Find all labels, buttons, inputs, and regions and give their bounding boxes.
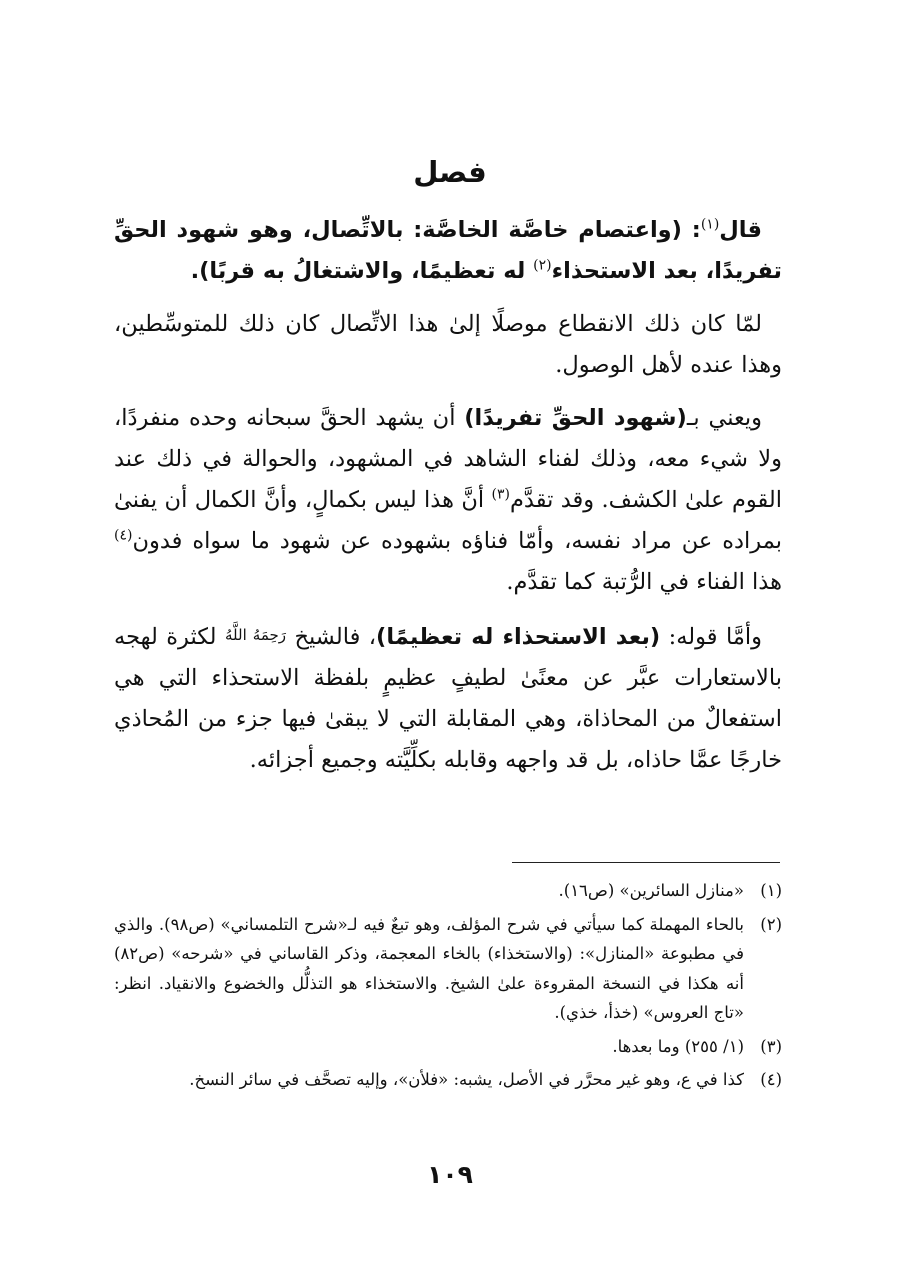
p3-pre: ويعني بـ — [686, 405, 762, 431]
page-number: ١٠٩ — [427, 1160, 473, 1189]
footnote — [114, 1065, 782, 1095]
p3-text-2: أنَّ هذا ليس بكمالٍ، وأنَّ الكمال أن يفنىٰ بمراده عن مراد نفسه، وأمّا فناؤه بشهوده عن شهود ما سواه فدون — [114, 487, 782, 554]
p3-bold-phrase: (شهود الحقِّ تفريدًا) — [464, 405, 687, 431]
footnote-number: (٤) — [760, 1070, 782, 1089]
footnote-ref-2[interactable]: (٢) — [533, 257, 552, 274]
main-text — [114, 210, 782, 793]
footnote-text: بالحاء المهملة كما سيأتي في شرح المؤلف، وهو تبعٌ فيه لـ«شرح التلمساني» (ص٩٨). والذي في مطبوعة «المنازل»: (والاستخذاء) بالخاء المعجمة، وذكر القاساني في «شرحه» (ص٨٢) أنه هكذا في النسخة المقروءة علىٰ الشيخ. والاستخذاء هو التذلُّل والخضوع والانقياد. انظر: «تاج العروس» (خذأ، خذي). — [114, 914, 744, 1022]
p3-text-3: هذا الفناء في الرُّتبة كما تقدَّم. — [506, 569, 782, 595]
p4-bold-phrase: (بعد الاستحذاء له تعظيمًا) — [376, 624, 661, 650]
footnote — [114, 1032, 782, 1062]
p4-pre: وأمَّا قوله: — [660, 624, 762, 650]
footnote-number: (٢) — [760, 914, 782, 934]
footnote — [114, 910, 782, 1028]
paragraph-4 — [114, 615, 782, 781]
footnote-ref-3[interactable]: (٣) — [491, 486, 510, 503]
footnote-text: «منازل السائرين» (ص١٦). — [558, 881, 744, 900]
footnote-separator — [512, 862, 780, 863]
honorific-glyph: رَحِمَهُ اللَّهُ — [224, 626, 287, 644]
footnote — [114, 876, 782, 906]
p3-text: أن يشهد الحقَّ سبحانه وحده منفردًا، ولا شيء معه، وذلك لفناء الشاهد في المشهود، والحوالة في ذلك عند القوم علىٰ الكشف. وقد تقدَّم — [114, 405, 782, 513]
paragraph-3 — [114, 398, 782, 603]
footnote-ref-4[interactable]: (٤) — [114, 527, 133, 544]
footnote-text: كذا في ع، وهو غير محرَّر في الأصل، يشبه: «فلأن»، وإليه تصحَّف في سائر النسخ. — [189, 1070, 744, 1089]
footnote-ref-1[interactable]: (١) — [700, 216, 720, 233]
p4-text-2: لكثرة لهجه بالاستعارات عبَّر عن معنًىٰ لطيفٍ عظيمٍ بلفظة الاستحذاء التي هي استفعالٌ من المحاذاة، وهي المقابلة التي لا يبقىٰ فيها جزء من المُحاذي خارجًا عمَّا حاذاه، بل قد واجهه وقابله بكلِّيَّته وجميع أجزائه. — [114, 624, 782, 773]
footnote-number: (٣) — [760, 1036, 782, 1056]
footnote-number: (١) — [760, 881, 782, 900]
footnotes — [114, 876, 782, 1099]
paragraph-2: لمّا كان ذلك الانقطاع موصلًا إلىٰ هذا الاتِّصال كان ذلك للمتوسِّطين، وهذا عنده لأهل الوصول. — [114, 311, 782, 378]
section-heading: فصل — [413, 155, 487, 189]
p4-text: ، فالشيخ — [286, 624, 377, 650]
quote-text-end: له تعظيمًا، والاشتغالُ به قربًا). — [190, 258, 534, 284]
footnote-text: (١/ ٢٥٥) وما بعدها. — [612, 1036, 744, 1056]
quote-lead: قال — [719, 217, 762, 243]
quote-text: : (واعتصام خاصَّة الخاصَّة: بالاتِّصال، وهو شهود الحقِّ تفريدًا، بعد الاستحذاء — [114, 217, 782, 284]
paragraph-quote — [114, 210, 782, 292]
